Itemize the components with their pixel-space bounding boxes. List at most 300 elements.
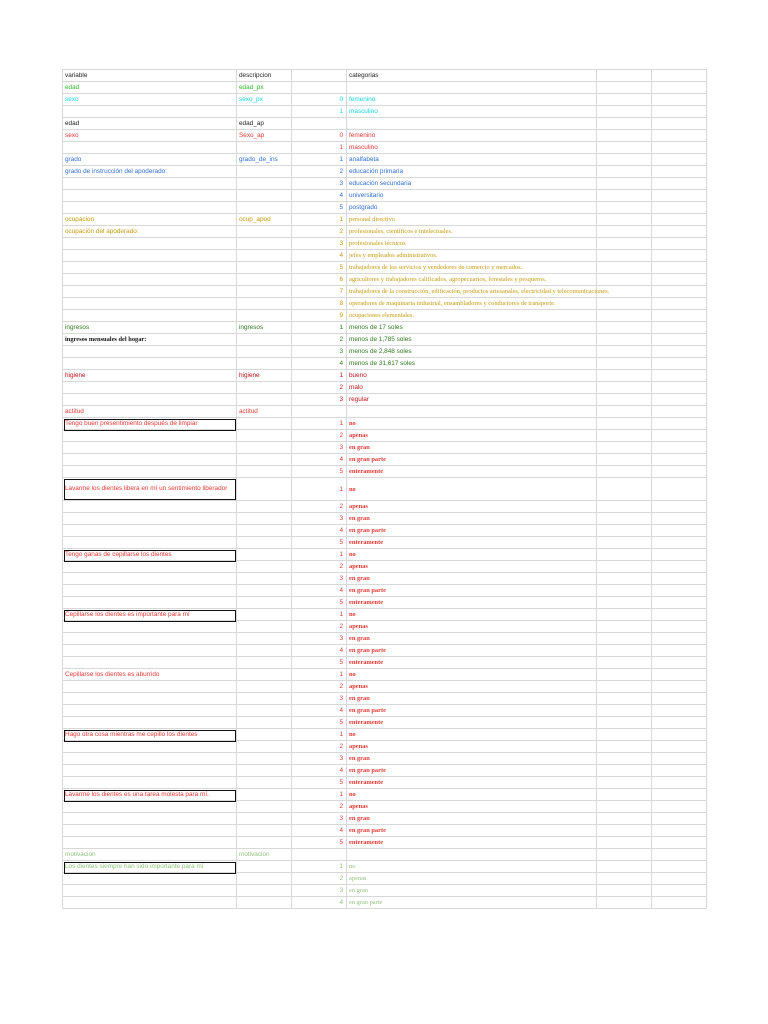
cell-valores[interactable]: 1 <box>292 106 347 118</box>
cell-variable[interactable]: Cepillarse los dientes es aburrido <box>63 669 237 681</box>
cell-variable[interactable] <box>63 681 237 693</box>
cell-empty[interactable] <box>597 406 652 418</box>
cell-descripcion[interactable] <box>237 418 292 430</box>
cell-descripcion[interactable] <box>237 633 292 645</box>
cell-categorias[interactable]: en gran <box>347 693 597 705</box>
cell-empty[interactable] <box>652 190 707 202</box>
cell-empty[interactable] <box>597 501 652 513</box>
cell-empty[interactable] <box>597 382 652 394</box>
cell-variable[interactable]: ocupacion <box>63 214 237 226</box>
cell-empty[interactable] <box>597 166 652 178</box>
cell-empty[interactable] <box>597 849 652 861</box>
cell-descripcion[interactable] <box>237 106 292 118</box>
cell-empty[interactable] <box>652 238 707 250</box>
cell-empty[interactable] <box>597 430 652 442</box>
cell-descripcion[interactable] <box>237 765 292 777</box>
cell-categorias[interactable]: en gran parte <box>347 645 597 657</box>
cell-valores[interactable]: 4 <box>292 525 347 537</box>
cell-categorias[interactable]: profesionales, científicos e intelectuales. <box>347 226 597 238</box>
cell-valores[interactable]: 5 <box>292 202 347 214</box>
cell-categorias[interactable]: operadores de maquinaria industrial, ensambladores y conductores de transporte. <box>347 298 597 310</box>
cell-variable[interactable] <box>63 765 237 777</box>
cell-categorias[interactable]: no <box>347 669 597 681</box>
cell-empty[interactable] <box>652 274 707 286</box>
cell-empty[interactable] <box>652 334 707 346</box>
cell-empty[interactable] <box>652 394 707 406</box>
cell-empty[interactable] <box>652 106 707 118</box>
cell-empty[interactable] <box>652 621 707 633</box>
cell-valores[interactable]: 3 <box>292 753 347 765</box>
cell-empty[interactable] <box>652 789 707 801</box>
cell-empty[interactable] <box>652 262 707 274</box>
cell-categorias[interactable]: menos de 2,848 soles <box>347 346 597 358</box>
cell-valores[interactable]: 4 <box>292 765 347 777</box>
cell-empty[interactable] <box>652 813 707 825</box>
cell-empty[interactable] <box>597 873 652 885</box>
cell-empty[interactable] <box>652 801 707 813</box>
cell-empty[interactable] <box>652 657 707 669</box>
cell-valores[interactable]: 3 <box>292 813 347 825</box>
cell-variable[interactable] <box>63 442 237 454</box>
cell-descripcion[interactable]: sexo_px <box>237 94 292 106</box>
cell-valores[interactable]: 0 <box>292 94 347 106</box>
cell-descripcion[interactable] <box>237 681 292 693</box>
cell-empty[interactable] <box>652 478 707 501</box>
cell-empty[interactable] <box>597 789 652 801</box>
cell-variable[interactable] <box>63 561 237 573</box>
cell-empty[interactable] <box>652 130 707 142</box>
cell-empty[interactable] <box>597 597 652 609</box>
cell-variable[interactable] <box>63 430 237 442</box>
cell-valores[interactable]: 4 <box>292 825 347 837</box>
cell-categorias[interactable]: en gran parte <box>347 765 597 777</box>
cell-descripcion[interactable] <box>237 825 292 837</box>
cell-empty[interactable] <box>652 202 707 214</box>
cell-variable[interactable]: Lavarme los dientes libera en mí un sentimiento liberador <box>63 478 237 501</box>
cell-valores[interactable]: 4 <box>292 190 347 202</box>
cell-valores[interactable] <box>292 70 347 82</box>
cell-empty[interactable] <box>652 142 707 154</box>
cell-variable[interactable] <box>63 717 237 729</box>
cell-descripcion[interactable] <box>237 142 292 154</box>
cell-descripcion[interactable] <box>237 501 292 513</box>
cell-variable[interactable] <box>63 466 237 478</box>
cell-empty[interactable] <box>597 238 652 250</box>
cell-empty[interactable] <box>652 849 707 861</box>
cell-valores[interactable] <box>292 82 347 94</box>
cell-variable[interactable] <box>63 585 237 597</box>
cell-variable[interactable]: actitud <box>63 406 237 418</box>
cell-categorias[interactable]: categorias <box>347 70 597 82</box>
cell-categorias[interactable]: en gran <box>347 633 597 645</box>
cell-valores[interactable]: 1 <box>292 154 347 166</box>
cell-descripcion[interactable] <box>237 513 292 525</box>
cell-descripcion[interactable] <box>237 621 292 633</box>
cell-empty[interactable] <box>597 861 652 873</box>
cell-valores[interactable]: 4 <box>292 454 347 466</box>
cell-empty[interactable] <box>597 681 652 693</box>
cell-categorias[interactable] <box>347 849 597 861</box>
cell-descripcion[interactable] <box>237 166 292 178</box>
cell-valores[interactable]: 0 <box>292 130 347 142</box>
cell-variable[interactable] <box>63 597 237 609</box>
cell-descripcion[interactable] <box>237 789 292 801</box>
cell-empty[interactable] <box>652 549 707 561</box>
cell-descripcion[interactable] <box>237 669 292 681</box>
cell-descripcion[interactable] <box>237 298 292 310</box>
cell-variable[interactable] <box>63 525 237 537</box>
cell-valores[interactable]: 4 <box>292 358 347 370</box>
cell-descripcion[interactable] <box>237 346 292 358</box>
cell-valores[interactable]: 4 <box>292 705 347 717</box>
cell-descripcion[interactable]: motivacion <box>237 849 292 861</box>
cell-empty[interactable] <box>652 681 707 693</box>
cell-empty[interactable] <box>597 298 652 310</box>
cell-empty[interactable] <box>652 501 707 513</box>
cell-descripcion[interactable] <box>237 813 292 825</box>
cell-valores[interactable]: 3 <box>292 238 347 250</box>
cell-empty[interactable] <box>652 178 707 190</box>
cell-categorias[interactable]: masculino <box>347 142 597 154</box>
cell-valores[interactable]: 1 <box>292 669 347 681</box>
cell-descripcion[interactable] <box>237 753 292 765</box>
cell-categorias[interactable]: masculino <box>347 106 597 118</box>
cell-categorias[interactable]: no <box>347 789 597 801</box>
cell-empty[interactable] <box>597 753 652 765</box>
cell-categorias[interactable] <box>347 118 597 130</box>
cell-empty[interactable] <box>652 346 707 358</box>
cell-valores[interactable]: 2 <box>292 873 347 885</box>
cell-empty[interactable] <box>597 705 652 717</box>
cell-descripcion[interactable]: edad_ap <box>237 118 292 130</box>
cell-categorias[interactable]: femenino <box>347 130 597 142</box>
cell-variable[interactable] <box>63 310 237 322</box>
cell-valores[interactable]: 4 <box>292 897 347 909</box>
cell-variable[interactable] <box>63 873 237 885</box>
cell-empty[interactable] <box>597 214 652 226</box>
cell-valores[interactable]: 1 <box>292 789 347 801</box>
cell-categorias[interactable]: jefes y empleados administrativos. <box>347 250 597 262</box>
cell-empty[interactable] <box>652 418 707 430</box>
cell-variable[interactable]: edad <box>63 118 237 130</box>
cell-variable[interactable] <box>63 358 237 370</box>
cell-descripcion[interactable] <box>237 609 292 621</box>
cell-descripcion[interactable] <box>237 657 292 669</box>
cell-empty[interactable] <box>597 549 652 561</box>
cell-variable[interactable]: grado <box>63 154 237 166</box>
cell-empty[interactable] <box>652 765 707 777</box>
cell-categorias[interactable]: apenas <box>347 430 597 442</box>
cell-categorias[interactable]: en gran parte <box>347 525 597 537</box>
cell-categorias[interactable]: no <box>347 549 597 561</box>
cell-descripcion[interactable] <box>237 693 292 705</box>
cell-categorias[interactable]: en gran <box>347 573 597 585</box>
cell-variable[interactable] <box>63 238 237 250</box>
cell-categorias[interactable]: en gran <box>347 813 597 825</box>
cell-empty[interactable] <box>652 729 707 741</box>
cell-categorias[interactable]: enteramente <box>347 837 597 849</box>
cell-descripcion[interactable] <box>237 202 292 214</box>
cell-empty[interactable] <box>597 813 652 825</box>
cell-empty[interactable] <box>652 753 707 765</box>
cell-variable[interactable] <box>63 693 237 705</box>
cell-empty[interactable] <box>597 897 652 909</box>
cell-variable[interactable]: Cepillarse los dientes es importante para mí <box>63 609 237 621</box>
cell-categorias[interactable]: educación primaria <box>347 166 597 178</box>
cell-descripcion[interactable] <box>237 430 292 442</box>
cell-empty[interactable] <box>597 825 652 837</box>
cell-valores[interactable]: 5 <box>292 466 347 478</box>
cell-variable[interactable] <box>63 346 237 358</box>
cell-valores[interactable]: 4 <box>292 645 347 657</box>
cell-empty[interactable] <box>652 825 707 837</box>
cell-empty[interactable] <box>597 226 652 238</box>
cell-empty[interactable] <box>652 873 707 885</box>
cell-empty[interactable] <box>597 250 652 262</box>
cell-empty[interactable] <box>597 358 652 370</box>
cell-descripcion[interactable] <box>237 897 292 909</box>
cell-variable[interactable] <box>63 657 237 669</box>
cell-valores[interactable]: 2 <box>292 561 347 573</box>
cell-descripcion[interactable] <box>237 561 292 573</box>
cell-empty[interactable] <box>597 645 652 657</box>
cell-categorias[interactable]: personal directivo <box>347 214 597 226</box>
cell-empty[interactable] <box>597 190 652 202</box>
cell-empty[interactable] <box>652 70 707 82</box>
cell-variable[interactable] <box>63 382 237 394</box>
cell-categorias[interactable]: en gran parte <box>347 585 597 597</box>
cell-categorias[interactable]: apenas <box>347 681 597 693</box>
cell-descripcion[interactable] <box>237 645 292 657</box>
cell-descripcion[interactable]: ocup_apod <box>237 214 292 226</box>
cell-categorias[interactable]: apenas <box>347 621 597 633</box>
cell-categorias[interactable]: regular <box>347 394 597 406</box>
cell-categorias[interactable]: en gran <box>347 753 597 765</box>
cell-categorias[interactable]: educación secundaria <box>347 178 597 190</box>
cell-empty[interactable] <box>652 525 707 537</box>
cell-descripcion[interactable]: ingresos <box>237 322 292 334</box>
cell-empty[interactable] <box>597 478 652 501</box>
cell-categorias[interactable]: trabajadores de la construcción, edificación, productos artesanales, electricidad y telecomunicaciones. <box>347 286 597 298</box>
cell-valores[interactable]: 5 <box>292 717 347 729</box>
cell-categorias[interactable]: en gran <box>347 513 597 525</box>
cell-empty[interactable] <box>597 537 652 549</box>
cell-valores[interactable]: 3 <box>292 394 347 406</box>
cell-empty[interactable] <box>652 286 707 298</box>
cell-categorias[interactable]: no <box>347 729 597 741</box>
cell-empty[interactable] <box>652 442 707 454</box>
cell-valores[interactable]: 5 <box>292 597 347 609</box>
cell-descripcion[interactable]: descripcion <box>237 70 292 82</box>
cell-categorias[interactable]: profesionales técnicos <box>347 238 597 250</box>
cell-valores[interactable]: 1 <box>292 478 347 501</box>
cell-descripcion[interactable] <box>237 717 292 729</box>
cell-descripcion[interactable] <box>237 310 292 322</box>
cell-empty[interactable] <box>597 118 652 130</box>
cell-descripcion[interactable] <box>237 549 292 561</box>
cell-valores[interactable]: 4 <box>292 250 347 262</box>
cell-variable[interactable] <box>63 298 237 310</box>
cell-variable[interactable] <box>63 274 237 286</box>
cell-categorias[interactable]: en gran parte <box>347 825 597 837</box>
cell-empty[interactable] <box>652 561 707 573</box>
cell-valores[interactable]: 1 <box>292 609 347 621</box>
cell-categorias[interactable]: no <box>347 609 597 621</box>
cell-empty[interactable] <box>652 717 707 729</box>
cell-categorias[interactable]: en gran <box>347 442 597 454</box>
cell-descripcion[interactable] <box>237 777 292 789</box>
cell-variable[interactable]: ingresos <box>63 322 237 334</box>
cell-categorias[interactable] <box>347 406 597 418</box>
cell-empty[interactable] <box>652 454 707 466</box>
cell-variable[interactable] <box>63 777 237 789</box>
cell-empty[interactable] <box>652 837 707 849</box>
cell-empty[interactable] <box>597 513 652 525</box>
cell-empty[interactable] <box>652 430 707 442</box>
cell-descripcion[interactable] <box>237 226 292 238</box>
cell-variable[interactable]: variable <box>63 70 237 82</box>
cell-empty[interactable] <box>597 466 652 478</box>
cell-categorias[interactable] <box>347 82 597 94</box>
cell-empty[interactable] <box>597 741 652 753</box>
cell-empty[interactable] <box>597 765 652 777</box>
cell-variable[interactable] <box>63 645 237 657</box>
cell-empty[interactable] <box>652 885 707 897</box>
cell-variable[interactable] <box>63 454 237 466</box>
cell-categorias[interactable]: en gran parte <box>347 454 597 466</box>
cell-empty[interactable] <box>652 861 707 873</box>
cell-empty[interactable] <box>597 525 652 537</box>
cell-empty[interactable] <box>652 669 707 681</box>
cell-empty[interactable] <box>597 585 652 597</box>
cell-categorias[interactable]: en gran parte <box>347 897 597 909</box>
cell-valores[interactable]: 8 <box>292 298 347 310</box>
cell-categorias[interactable]: apenas <box>347 561 597 573</box>
cell-descripcion[interactable] <box>237 741 292 753</box>
cell-valores[interactable]: 1 <box>292 370 347 382</box>
cell-descripcion[interactable] <box>237 801 292 813</box>
cell-categorias[interactable]: bueno <box>347 370 597 382</box>
cell-categorias[interactable]: trabajadores de los servicios y vendedores de comercio y mercados. <box>347 262 597 274</box>
cell-empty[interactable] <box>597 394 652 406</box>
cell-variable[interactable] <box>63 633 237 645</box>
cell-variable[interactable] <box>63 190 237 202</box>
cell-valores[interactable]: 5 <box>292 837 347 849</box>
cell-empty[interactable] <box>652 777 707 789</box>
cell-variable[interactable]: sexo <box>63 130 237 142</box>
cell-valores[interactable] <box>292 849 347 861</box>
cell-valores[interactable]: 5 <box>292 777 347 789</box>
cell-empty[interactable] <box>597 334 652 346</box>
cell-categorias[interactable]: apenas <box>347 801 597 813</box>
cell-variable[interactable] <box>63 142 237 154</box>
cell-valores[interactable]: 3 <box>292 693 347 705</box>
cell-descripcion[interactable] <box>237 537 292 549</box>
cell-valores[interactable]: 2 <box>292 226 347 238</box>
cell-variable[interactable] <box>63 178 237 190</box>
cell-empty[interactable] <box>652 94 707 106</box>
cell-empty[interactable] <box>597 142 652 154</box>
cell-categorias[interactable]: en gran parte <box>347 705 597 717</box>
cell-empty[interactable] <box>597 609 652 621</box>
cell-valores[interactable] <box>292 406 347 418</box>
cell-variable[interactable] <box>63 741 237 753</box>
cell-valores[interactable]: 4 <box>292 585 347 597</box>
cell-empty[interactable] <box>597 178 652 190</box>
cell-categorias[interactable]: no <box>347 861 597 873</box>
cell-descripcion[interactable] <box>237 873 292 885</box>
cell-valores[interactable] <box>292 118 347 130</box>
cell-empty[interactable] <box>652 310 707 322</box>
cell-empty[interactable] <box>652 382 707 394</box>
cell-descripcion[interactable] <box>237 190 292 202</box>
cell-variable[interactable] <box>63 250 237 262</box>
cell-variable[interactable]: Hago otra cosa mientras me cepillo los dientes <box>63 729 237 741</box>
cell-valores[interactable]: 1 <box>292 729 347 741</box>
cell-valores[interactable]: 3 <box>292 513 347 525</box>
cell-empty[interactable] <box>652 82 707 94</box>
cell-descripcion[interactable] <box>237 334 292 346</box>
cell-empty[interactable] <box>652 705 707 717</box>
cell-empty[interactable] <box>652 466 707 478</box>
cell-variable[interactable] <box>63 825 237 837</box>
cell-empty[interactable] <box>652 250 707 262</box>
cell-descripcion[interactable] <box>237 250 292 262</box>
cell-empty[interactable] <box>597 442 652 454</box>
cell-variable[interactable]: ingresos mensuales del hogar: <box>63 334 237 346</box>
cell-empty[interactable] <box>652 298 707 310</box>
cell-valores[interactable]: 3 <box>292 573 347 585</box>
cell-categorias[interactable]: postgrado <box>347 202 597 214</box>
cell-empty[interactable] <box>597 202 652 214</box>
cell-valores[interactable]: 2 <box>292 681 347 693</box>
cell-valores[interactable]: 5 <box>292 262 347 274</box>
cell-descripcion[interactable] <box>237 358 292 370</box>
cell-empty[interactable] <box>652 370 707 382</box>
cell-valores[interactable]: 3 <box>292 178 347 190</box>
cell-empty[interactable] <box>597 885 652 897</box>
cell-empty[interactable] <box>652 609 707 621</box>
cell-empty[interactable] <box>652 118 707 130</box>
cell-descripcion[interactable]: higiene <box>237 370 292 382</box>
cell-empty[interactable] <box>597 274 652 286</box>
cell-empty[interactable] <box>652 537 707 549</box>
cell-variable[interactable]: ocupación del apoderado: <box>63 226 237 238</box>
cell-valores[interactable]: 5 <box>292 657 347 669</box>
cell-variable[interactable]: Tengo ganas de cepillarse los dientes <box>63 549 237 561</box>
cell-empty[interactable] <box>652 585 707 597</box>
cell-categorias[interactable]: agricultores y trabajadores calificados, agropecuarios, forestales y pesqueros. <box>347 274 597 286</box>
cell-variable[interactable] <box>63 394 237 406</box>
cell-descripcion[interactable]: edad_px <box>237 82 292 94</box>
cell-variable[interactable] <box>63 286 237 298</box>
cell-variable[interactable] <box>63 813 237 825</box>
cell-variable[interactable] <box>63 501 237 513</box>
cell-empty[interactable] <box>597 262 652 274</box>
cell-categorias[interactable]: enteramente <box>347 777 597 789</box>
cell-empty[interactable] <box>597 837 652 849</box>
cell-valores[interactable]: 2 <box>292 801 347 813</box>
cell-valores[interactable]: 3 <box>292 633 347 645</box>
cell-descripcion[interactable]: Sexo_ap <box>237 130 292 142</box>
cell-descripcion[interactable] <box>237 454 292 466</box>
cell-descripcion[interactable] <box>237 525 292 537</box>
cell-empty[interactable] <box>597 693 652 705</box>
cell-variable[interactable] <box>63 513 237 525</box>
cell-empty[interactable] <box>597 454 652 466</box>
cell-variable[interactable]: higiene <box>63 370 237 382</box>
cell-descripcion[interactable] <box>237 442 292 454</box>
